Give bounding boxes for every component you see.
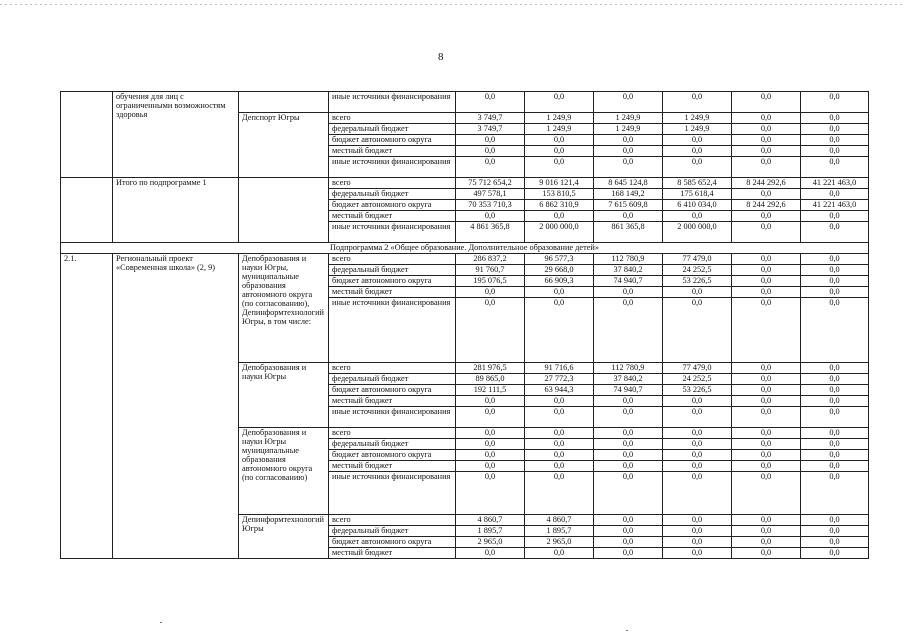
source-cell: местный бюджет <box>329 461 456 472</box>
value-cell-3: 0,0 <box>594 450 663 461</box>
value-cell-1: 195 076,5 <box>456 276 525 287</box>
source-cell: всего <box>329 113 456 124</box>
value-cell-4: 0,0 <box>663 135 732 146</box>
value-cell-5: 0,0 <box>732 113 801 124</box>
source-cell: бюджет автономного округа <box>329 450 456 461</box>
value-cell-4: 0,0 <box>663 298 732 363</box>
value-cell-1: 3 749,7 <box>456 124 525 135</box>
value-cell-5: 8 244 292,6 <box>732 200 801 211</box>
value-cell-5: 0,0 <box>732 287 801 298</box>
value-cell-3: 0,0 <box>594 515 663 526</box>
value-cell-3: 0,0 <box>594 407 663 428</box>
table-row <box>61 92 869 113</box>
value-cell-6: 0,0 <box>801 298 869 363</box>
value-cell-2: 63 944,3 <box>525 385 594 396</box>
value-cell-3: 0,0 <box>594 298 663 363</box>
source-cell: федеральный бюджет <box>329 124 456 135</box>
value-cell-6: 0,0 <box>801 428 869 439</box>
source-cell: местный бюджет <box>329 211 456 222</box>
value-cell-6: 0,0 <box>801 276 869 287</box>
value-cell-2: 1 249,9 <box>525 124 594 135</box>
value-cell-5: 0,0 <box>732 135 801 146</box>
source-cell: иные источники финансирования <box>329 222 456 243</box>
value-cell-4: 53 226,5 <box>663 276 732 287</box>
value-cell-1: 0,0 <box>456 439 525 450</box>
source-cell: местный бюджет <box>329 396 456 407</box>
scan-speck <box>626 630 628 631</box>
value-cell-4: 8 585 652,4 <box>663 178 732 189</box>
value-cell-2: 0,0 <box>525 548 594 559</box>
value-cell-4: 77 479,0 <box>663 254 732 265</box>
source-cell: местный бюджет <box>329 146 456 157</box>
value-cell-4: 53 226,5 <box>663 385 732 396</box>
value-cell-1: 0,0 <box>456 450 525 461</box>
source-cell: иные источники финансирования <box>329 298 456 363</box>
value-cell-1: 0,0 <box>456 461 525 472</box>
source-cell: всего <box>329 363 456 374</box>
value-cell-5: 0,0 <box>732 374 801 385</box>
value-cell-4: 0,0 <box>663 537 732 548</box>
value-cell-5: 0,0 <box>732 157 801 178</box>
value-cell-3: 1 249,9 <box>594 113 663 124</box>
value-cell-6: 0,0 <box>801 146 869 157</box>
value-cell-3: 0,0 <box>594 526 663 537</box>
value-cell-4: 0,0 <box>663 472 732 515</box>
value-cell-6: 0,0 <box>801 189 869 200</box>
value-cell-4: 0,0 <box>663 439 732 450</box>
value-cell-5: 0,0 <box>732 407 801 428</box>
value-cell-2: 0,0 <box>525 461 594 472</box>
value-cell-3: 0,0 <box>594 146 663 157</box>
value-cell-3: 168 149,2 <box>594 189 663 200</box>
value-cell-6: 0,0 <box>801 157 869 178</box>
value-cell-2: 29 668,0 <box>525 265 594 276</box>
value-cell-6: 41 221 463,0 <box>801 200 869 211</box>
source-cell: местный бюджет <box>329 548 456 559</box>
source-cell: всего <box>329 254 456 265</box>
value-cell-6: 0,0 <box>801 92 869 113</box>
value-cell-5: 0,0 <box>732 92 801 113</box>
value-cell-1: 192 111,5 <box>456 385 525 396</box>
value-cell-1: 0,0 <box>456 146 525 157</box>
value-cell-4: 0,0 <box>663 287 732 298</box>
value-cell-4: 175 618,4 <box>663 189 732 200</box>
value-cell-5: 0,0 <box>732 146 801 157</box>
value-cell-2: 0,0 <box>525 211 594 222</box>
value-cell-2: 2 000 000,0 <box>525 222 594 243</box>
measure-title-cell: обучения для лиц с ограниченными возможностям здоровья <box>113 92 239 178</box>
source-cell: бюджет автономного округа <box>329 385 456 396</box>
value-cell-4: 0,0 <box>663 526 732 537</box>
value-cell-2: 0,0 <box>525 450 594 461</box>
value-cell-4: 24 252,5 <box>663 265 732 276</box>
value-cell-1: 89 865,0 <box>456 374 525 385</box>
source-cell: бюджет автономного округа <box>329 276 456 287</box>
value-cell-4: 0,0 <box>663 92 732 113</box>
budget-table <box>60 91 869 559</box>
value-cell-1: 497 578,1 <box>456 189 525 200</box>
value-cell-5: 0,0 <box>732 276 801 287</box>
value-cell-4: 77 479,0 <box>663 363 732 374</box>
source-cell: иные источники финансирования <box>329 157 456 178</box>
value-cell-5: 0,0 <box>732 428 801 439</box>
value-cell-6: 0,0 <box>801 461 869 472</box>
page-number: 8 <box>438 51 444 63</box>
value-cell-1: 3 749,7 <box>456 113 525 124</box>
responsible-cell: Депобразования и науки Югры, муниципальные образования автономного округа (по согласованию), Депинформтехнологий Югры, в том числе: <box>239 254 329 363</box>
value-cell-3: 0,0 <box>594 135 663 146</box>
value-cell-6: 0,0 <box>801 526 869 537</box>
value-cell-4: 0,0 <box>663 157 732 178</box>
value-cell-6: 0,0 <box>801 385 869 396</box>
source-cell: иные источники финансирования <box>329 472 456 515</box>
value-cell-2: 0,0 <box>525 428 594 439</box>
value-cell-2: 0,0 <box>525 396 594 407</box>
value-cell-3: 0,0 <box>594 461 663 472</box>
value-cell-6: 0,0 <box>801 363 869 374</box>
responsible-cell <box>239 92 329 113</box>
value-cell-1: 75 712 654,2 <box>456 178 525 189</box>
source-cell: федеральный бюджет <box>329 265 456 276</box>
table-row <box>61 178 869 189</box>
value-cell-4: 0,0 <box>663 211 732 222</box>
value-cell-2: 66 909,3 <box>525 276 594 287</box>
value-cell-6: 0,0 <box>801 374 869 385</box>
source-cell: федеральный бюджет <box>329 526 456 537</box>
value-cell-1: 91 760,7 <box>456 265 525 276</box>
value-cell-1: 0,0 <box>456 287 525 298</box>
value-cell-6: 0,0 <box>801 265 869 276</box>
responsible-cell: Депинформтехнологий Югры <box>239 515 329 559</box>
responsible-cell: Депобразования и науки Югры <box>239 363 329 428</box>
value-cell-4: 0,0 <box>663 548 732 559</box>
source-cell: федеральный бюджет <box>329 189 456 200</box>
value-cell-5: 0,0 <box>732 439 801 450</box>
value-cell-4: 1 249,9 <box>663 113 732 124</box>
value-cell-6: 0,0 <box>801 515 869 526</box>
value-cell-3: 1 249,9 <box>594 124 663 135</box>
value-cell-4: 0,0 <box>663 407 732 428</box>
value-cell-6: 0,0 <box>801 287 869 298</box>
value-cell-4: 6 410 034,0 <box>663 200 732 211</box>
source-cell: бюджет автономного округа <box>329 537 456 548</box>
value-cell-2: 0,0 <box>525 157 594 178</box>
value-cell-6: 0,0 <box>801 548 869 559</box>
value-cell-5: 0,0 <box>732 265 801 276</box>
value-cell-4: 1 249,9 <box>663 124 732 135</box>
value-cell-2: 0,0 <box>525 298 594 363</box>
value-cell-5: 0,0 <box>732 298 801 363</box>
value-cell-3: 37 840,2 <box>594 374 663 385</box>
value-cell-5: 0,0 <box>732 363 801 374</box>
value-cell-5: 0,0 <box>732 526 801 537</box>
value-cell-3: 0,0 <box>594 396 663 407</box>
value-cell-6: 0,0 <box>801 396 869 407</box>
value-cell-4: 24 252,5 <box>663 374 732 385</box>
value-cell-6: 0,0 <box>801 135 869 146</box>
value-cell-3: 0,0 <box>594 472 663 515</box>
value-cell-3: 8 645 124,8 <box>594 178 663 189</box>
value-cell-3: 0,0 <box>594 211 663 222</box>
source-cell: всего <box>329 178 456 189</box>
value-cell-6: 0,0 <box>801 211 869 222</box>
value-cell-1: 4 861 365,8 <box>456 222 525 243</box>
table-body <box>61 92 869 559</box>
source-cell: всего <box>329 515 456 526</box>
source-cell: федеральный бюджет <box>329 439 456 450</box>
value-cell-1: 0,0 <box>456 407 525 428</box>
value-cell-1: 0,0 <box>456 298 525 363</box>
value-cell-5: 0,0 <box>732 515 801 526</box>
value-cell-2: 4 860,7 <box>525 515 594 526</box>
responsible-cell: Депобразования и науки Югры муниципальные образования автономного округа (по согласованию) <box>239 428 329 515</box>
value-cell-6: 0,0 <box>801 222 869 243</box>
value-cell-1: 2 965,0 <box>456 537 525 548</box>
value-cell-3: 0,0 <box>594 157 663 178</box>
value-cell-1: 1 895,7 <box>456 526 525 537</box>
value-cell-2: 0,0 <box>525 407 594 428</box>
value-cell-2: 0,0 <box>525 146 594 157</box>
value-cell-3: 0,0 <box>594 428 663 439</box>
subprogram-divider-row <box>61 243 869 254</box>
number-cell <box>61 92 113 178</box>
value-cell-5: 8 244 292,6 <box>732 178 801 189</box>
value-cell-2: 0,0 <box>525 135 594 146</box>
value-cell-1: 281 976,5 <box>456 363 525 374</box>
value-cell-1: 0,0 <box>456 428 525 439</box>
value-cell-3: 112 780,9 <box>594 254 663 265</box>
value-cell-3: 0,0 <box>594 537 663 548</box>
value-cell-3: 0,0 <box>594 439 663 450</box>
value-cell-5: 0,0 <box>732 254 801 265</box>
value-cell-3: 0,0 <box>594 548 663 559</box>
value-cell-1: 0,0 <box>456 472 525 515</box>
total-title-cell: Итого по подпрограмме 1 <box>113 178 239 243</box>
source-cell: иные источники финансирования <box>329 407 456 428</box>
table-row <box>61 254 869 265</box>
value-cell-4: 0,0 <box>663 515 732 526</box>
value-cell-3: 37 840,2 <box>594 265 663 276</box>
value-cell-6: 0,0 <box>801 124 869 135</box>
source-cell: иные источники финансирования <box>329 92 456 113</box>
value-cell-3: 0,0 <box>594 287 663 298</box>
value-cell-2: 1 249,9 <box>525 113 594 124</box>
value-cell-2: 0,0 <box>525 287 594 298</box>
value-cell-5: 0,0 <box>732 548 801 559</box>
value-cell-4: 0,0 <box>663 396 732 407</box>
value-cell-2: 9 016 121,4 <box>525 178 594 189</box>
value-cell-1: 4 860,7 <box>456 515 525 526</box>
value-cell-6: 0,0 <box>801 472 869 515</box>
value-cell-5: 0,0 <box>732 461 801 472</box>
value-cell-2: 0,0 <box>525 439 594 450</box>
value-cell-5: 0,0 <box>732 189 801 200</box>
project-number-cell: 2.1. <box>61 254 113 559</box>
value-cell-3: 7 615 609,8 <box>594 200 663 211</box>
source-cell: бюджет автономного округа <box>329 135 456 146</box>
value-cell-5: 0,0 <box>732 385 801 396</box>
value-cell-6: 0,0 <box>801 254 869 265</box>
value-cell-4: 0,0 <box>663 450 732 461</box>
value-cell-5: 0,0 <box>732 450 801 461</box>
scan-speck <box>160 622 162 623</box>
responsible-cell <box>239 178 329 243</box>
project-name-cell: Региональный проект «Современная школа» (2, 9) <box>113 254 239 559</box>
value-cell-2: 0,0 <box>525 472 594 515</box>
value-cell-4: 0,0 <box>663 146 732 157</box>
value-cell-2: 153 810,5 <box>525 189 594 200</box>
value-cell-1: 0,0 <box>456 157 525 178</box>
value-cell-6: 0,0 <box>801 407 869 428</box>
value-cell-2: 27 772,3 <box>525 374 594 385</box>
value-cell-2: 0,0 <box>525 92 594 113</box>
value-cell-5: 0,0 <box>732 211 801 222</box>
value-cell-6: 0,0 <box>801 439 869 450</box>
value-cell-2: 6 862 310,9 <box>525 200 594 211</box>
value-cell-4: 0,0 <box>663 428 732 439</box>
number-cell <box>61 178 113 243</box>
value-cell-1: 0,0 <box>456 396 525 407</box>
value-cell-1: 0,0 <box>456 548 525 559</box>
source-cell: бюджет автономного округа <box>329 200 456 211</box>
value-cell-6: 0,0 <box>801 537 869 548</box>
value-cell-1: 286 837,2 <box>456 254 525 265</box>
value-cell-3: 861 365,8 <box>594 222 663 243</box>
value-cell-2: 1 895,7 <box>525 526 594 537</box>
value-cell-5: 0,0 <box>732 472 801 515</box>
value-cell-1: 0,0 <box>456 135 525 146</box>
value-cell-5: 0,0 <box>732 124 801 135</box>
source-cell: федеральный бюджет <box>329 374 456 385</box>
value-cell-1: 0,0 <box>456 211 525 222</box>
value-cell-3: 0,0 <box>594 92 663 113</box>
value-cell-1: 0,0 <box>456 92 525 113</box>
value-cell-6: 0,0 <box>801 450 869 461</box>
scan-artifact-line <box>0 4 905 5</box>
source-cell: местный бюджет <box>329 287 456 298</box>
value-cell-5: 0,0 <box>732 222 801 243</box>
value-cell-2: 96 577,3 <box>525 254 594 265</box>
value-cell-1: 70 353 710,3 <box>456 200 525 211</box>
value-cell-6: 0,0 <box>801 113 869 124</box>
value-cell-6: 41 221 463,0 <box>801 178 869 189</box>
value-cell-3: 74 940,7 <box>594 276 663 287</box>
value-cell-5: 0,0 <box>732 537 801 548</box>
value-cell-4: 2 000 000,0 <box>663 222 732 243</box>
value-cell-5: 0,0 <box>732 396 801 407</box>
value-cell-2: 2 965,0 <box>525 537 594 548</box>
value-cell-2: 91 716,6 <box>525 363 594 374</box>
source-cell: всего <box>329 428 456 439</box>
value-cell-3: 112 780,9 <box>594 363 663 374</box>
value-cell-4: 0,0 <box>663 461 732 472</box>
subprogram-title: Подпрограмма 2 «Общее образование. Дополнительное образование детей» <box>61 243 869 254</box>
value-cell-3: 74 940,7 <box>594 385 663 396</box>
responsible-cell: Депспорт Югры <box>239 113 329 178</box>
